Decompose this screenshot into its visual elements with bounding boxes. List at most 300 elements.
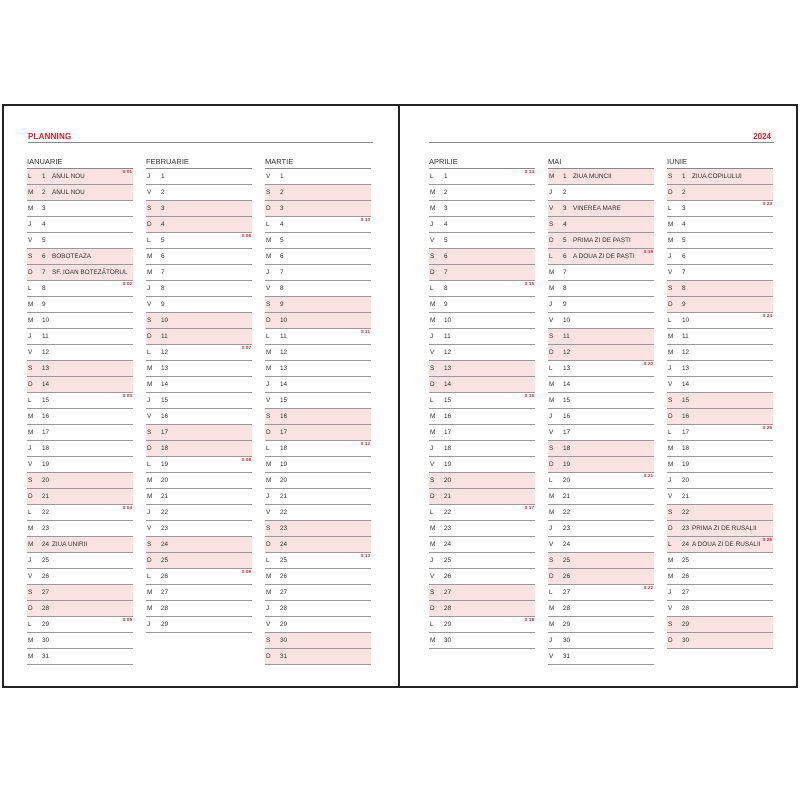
- day-number: 18: [444, 445, 452, 452]
- title-rule: [28, 142, 373, 143]
- day-row: [265, 377, 371, 393]
- day-row: [429, 201, 535, 217]
- weekday-letter: S: [430, 589, 435, 596]
- weekday-letter: D: [28, 269, 33, 276]
- day-row: [429, 537, 535, 553]
- holiday-label: ZIUA MUNCII: [573, 173, 612, 180]
- day-row: [27, 409, 133, 425]
- weekday-letter: J: [147, 397, 151, 404]
- day-row: [548, 409, 654, 425]
- weekday-letter: V: [147, 301, 152, 308]
- day-row: [265, 217, 371, 233]
- weekday-letter: M: [549, 269, 555, 276]
- day-number: 15: [161, 397, 169, 404]
- weekday-letter: M: [147, 381, 153, 388]
- day-number: 30: [42, 637, 50, 644]
- day-row: [548, 249, 654, 265]
- weekday-letter: V: [668, 605, 673, 612]
- weekday-letter: J: [549, 525, 553, 532]
- day-row: [265, 505, 371, 521]
- weekday-letter: M: [430, 525, 436, 532]
- day-number: 26: [563, 573, 571, 580]
- day-row: [667, 537, 773, 553]
- month-column: [146, 155, 252, 633]
- weekday-letter: M: [147, 493, 153, 500]
- day-number: 22: [563, 509, 571, 516]
- day-row: [265, 457, 371, 473]
- day-number: 9: [682, 301, 686, 308]
- weekday-letter: D: [549, 349, 554, 356]
- day-number: 2: [682, 189, 686, 196]
- day-number: 17: [42, 429, 50, 436]
- day-row: [27, 329, 133, 345]
- week-number: S 26: [762, 537, 772, 542]
- day-row: [27, 185, 133, 201]
- day-row: [27, 169, 133, 185]
- day-row: [146, 361, 252, 377]
- weekday-letter: M: [28, 541, 34, 548]
- month-name: IANUARIE: [27, 155, 133, 169]
- day-number: 6: [280, 253, 284, 260]
- day-row: [265, 553, 371, 569]
- day-number: 1: [280, 173, 284, 180]
- weekday-letter: V: [147, 413, 152, 420]
- day-number: 25: [280, 557, 288, 564]
- day-number: 28: [280, 605, 288, 612]
- day-row: [265, 441, 371, 457]
- day-number: 15: [563, 397, 571, 404]
- day-number: 5: [42, 237, 46, 244]
- weekday-letter: J: [668, 365, 672, 372]
- weekday-letter: D: [28, 493, 33, 500]
- weekday-letter: D: [668, 189, 673, 196]
- day-row: [146, 249, 252, 265]
- weekday-letter: D: [430, 269, 435, 276]
- day-number: 13: [682, 365, 690, 372]
- day-row: [548, 633, 654, 649]
- day-row: [27, 297, 133, 313]
- day-number: 29: [563, 621, 571, 628]
- day-number: 17: [444, 429, 452, 436]
- day-number: 28: [42, 605, 50, 612]
- day-row: [667, 473, 773, 489]
- month-column: [265, 155, 371, 665]
- weekday-letter: V: [549, 541, 554, 548]
- week-number: S 11: [360, 329, 370, 334]
- day-row: [27, 361, 133, 377]
- weekday-letter: L: [668, 317, 672, 324]
- holiday-label: PRIMA ZI DE PAȘTI: [573, 237, 631, 244]
- day-row: [429, 265, 535, 281]
- day-row: [548, 585, 654, 601]
- day-number: 7: [444, 269, 448, 276]
- day-row: [429, 601, 535, 617]
- weekday-letter: S: [549, 557, 554, 564]
- day-row: [146, 489, 252, 505]
- day-row: [27, 569, 133, 585]
- weekday-letter: L: [668, 205, 672, 212]
- weekday-letter: M: [668, 573, 674, 580]
- day-row: [27, 377, 133, 393]
- day-number: 4: [161, 221, 165, 228]
- weekday-letter: M: [147, 605, 153, 612]
- weekday-letter: J: [266, 605, 270, 612]
- day-row: [265, 281, 371, 297]
- day-row: [146, 473, 252, 489]
- day-row: [548, 233, 654, 249]
- day-row: [548, 393, 654, 409]
- weekday-letter: V: [430, 573, 435, 580]
- weekday-letter: M: [28, 189, 34, 196]
- day-number: 15: [444, 397, 452, 404]
- day-number: 18: [563, 445, 571, 452]
- day-row: [265, 265, 371, 281]
- day-number: 22: [682, 509, 690, 516]
- day-number: 11: [563, 333, 570, 340]
- weekday-letter: V: [28, 461, 33, 468]
- month-name: MAI: [548, 155, 654, 169]
- day-number: 24: [682, 541, 690, 548]
- day-row: [429, 217, 535, 233]
- day-row: [667, 489, 773, 505]
- day-number: 26: [161, 573, 169, 580]
- day-row: [667, 633, 773, 649]
- day-row: [146, 297, 252, 313]
- day-row: [27, 281, 133, 297]
- day-row: [146, 505, 252, 521]
- day-row: [548, 201, 654, 217]
- day-number: 30: [444, 637, 452, 644]
- day-number: 13: [280, 365, 288, 372]
- day-row: [548, 265, 654, 281]
- day-row: [548, 537, 654, 553]
- week-number: S 16: [524, 393, 534, 398]
- weekday-letter: L: [430, 509, 434, 516]
- day-row: [667, 201, 773, 217]
- weekday-letter: V: [430, 237, 435, 244]
- weekday-letter: M: [147, 589, 153, 596]
- day-row: [667, 393, 773, 409]
- day-row: [265, 425, 371, 441]
- day-row: [27, 489, 133, 505]
- weekday-letter: L: [430, 285, 434, 292]
- weekday-letter: S: [147, 317, 152, 324]
- day-row: [429, 633, 535, 649]
- day-row: [667, 281, 773, 297]
- weekday-letter: S: [430, 365, 435, 372]
- day-row: [146, 425, 252, 441]
- day-number: 21: [444, 493, 452, 500]
- weekday-letter: S: [28, 253, 33, 260]
- weekday-letter: J: [147, 621, 151, 628]
- weekday-letter: J: [430, 445, 434, 452]
- week-number: S 20: [643, 361, 653, 366]
- day-number: 20: [280, 477, 288, 484]
- day-number: 11: [682, 333, 689, 340]
- weekday-letter: M: [668, 557, 674, 564]
- day-number: 23: [444, 525, 452, 532]
- weekday-letter: D: [430, 381, 435, 388]
- day-number: 17: [280, 429, 288, 436]
- month-column: [429, 155, 535, 649]
- weekday-letter: M: [266, 365, 272, 372]
- weekday-letter: S: [28, 589, 33, 596]
- day-number: 3: [280, 205, 284, 212]
- week-number: S 10: [360, 217, 370, 222]
- weekday-letter: M: [549, 509, 555, 516]
- day-number: 6: [161, 253, 165, 260]
- day-number: 23: [42, 525, 50, 532]
- weekday-letter: D: [430, 493, 435, 500]
- weekday-letter: D: [668, 525, 673, 532]
- weekday-letter: M: [549, 493, 555, 500]
- weekday-letter: L: [28, 173, 32, 180]
- month-name: MARTIE: [265, 155, 371, 169]
- day-number: 15: [42, 397, 50, 404]
- holiday-label: BOBOTEAZA: [52, 253, 92, 260]
- weekday-letter: M: [28, 637, 34, 644]
- weekday-letter: S: [147, 541, 152, 548]
- day-row: [429, 169, 535, 185]
- weekday-letter: M: [266, 573, 272, 580]
- day-row: [429, 249, 535, 265]
- day-row: [667, 409, 773, 425]
- day-row: [429, 585, 535, 601]
- day-number: 12: [161, 349, 169, 356]
- holiday-label: VINEREA MARE: [573, 205, 621, 212]
- weekday-letter: S: [668, 397, 673, 404]
- day-row: [27, 649, 133, 665]
- day-row: [27, 601, 133, 617]
- day-row: [548, 361, 654, 377]
- day-row: [265, 409, 371, 425]
- day-row: [429, 473, 535, 489]
- weekday-letter: M: [28, 525, 34, 532]
- day-number: 6: [42, 253, 46, 260]
- weekday-letter: S: [430, 477, 435, 484]
- weekday-letter: V: [28, 237, 33, 244]
- day-row: [548, 569, 654, 585]
- day-number: 31: [42, 653, 50, 660]
- weekday-letter: M: [28, 205, 34, 212]
- weekday-letter: D: [549, 237, 554, 244]
- weekday-letter: M: [430, 317, 436, 324]
- day-number: 29: [444, 621, 452, 628]
- day-row: [265, 345, 371, 361]
- day-number: 1: [161, 173, 165, 180]
- day-number: 25: [563, 557, 571, 564]
- week-number: S 17: [524, 505, 534, 510]
- weekday-letter: M: [147, 253, 153, 260]
- day-row: [27, 441, 133, 457]
- day-number: 20: [444, 477, 452, 484]
- day-row: [27, 201, 133, 217]
- day-row: [667, 457, 773, 473]
- day-row: [146, 377, 252, 393]
- weekday-letter: J: [430, 557, 434, 564]
- day-row: [548, 185, 654, 201]
- weekday-letter: V: [430, 349, 435, 356]
- weekday-letter: J: [549, 413, 553, 420]
- day-row: [429, 409, 535, 425]
- day-number: 4: [42, 221, 46, 228]
- day-row: [548, 313, 654, 329]
- day-number: 3: [444, 205, 448, 212]
- title-rule: [429, 142, 774, 143]
- weekday-letter: M: [549, 621, 555, 628]
- day-row: [265, 633, 371, 649]
- weekday-letter: L: [668, 429, 672, 436]
- day-number: 11: [42, 333, 49, 340]
- day-number: 12: [682, 349, 690, 356]
- day-row: [548, 553, 654, 569]
- day-number: 12: [444, 349, 452, 356]
- day-row: [429, 345, 535, 361]
- weekday-letter: D: [147, 221, 152, 228]
- day-number: 4: [563, 221, 567, 228]
- weekday-letter: L: [668, 541, 672, 548]
- week-number: S 04: [122, 505, 132, 510]
- weekday-letter: L: [28, 509, 32, 516]
- day-number: 28: [444, 605, 452, 612]
- day-number: 11: [161, 333, 168, 340]
- weekday-letter: J: [430, 333, 434, 340]
- holiday-label: SF. IOAN BOTEZĂTORUL: [52, 269, 128, 276]
- weekday-letter: M: [266, 461, 272, 468]
- day-row: [27, 505, 133, 521]
- week-number: S 09: [241, 569, 251, 574]
- day-row: [548, 649, 654, 665]
- day-number: 4: [444, 221, 448, 228]
- holiday-label: ZIUA COPILULUI: [692, 173, 742, 180]
- weekday-letter: M: [430, 413, 436, 420]
- week-number: S 12: [360, 441, 370, 446]
- weekday-letter: S: [266, 301, 271, 308]
- month-name: APRILIE: [429, 155, 535, 169]
- weekday-letter: M: [668, 349, 674, 356]
- day-number: 29: [280, 621, 288, 628]
- weekday-letter: M: [28, 301, 34, 308]
- weekday-letter: D: [266, 429, 271, 436]
- week-number: S 19: [643, 249, 653, 254]
- day-number: 15: [280, 397, 288, 404]
- day-number: 21: [161, 493, 169, 500]
- day-row: [27, 233, 133, 249]
- day-number: 23: [280, 525, 288, 532]
- weekday-letter: L: [549, 589, 553, 596]
- weekday-letter: J: [28, 445, 32, 452]
- week-number: S 18: [524, 617, 534, 622]
- day-number: 19: [280, 461, 288, 468]
- day-row: [429, 233, 535, 249]
- weekday-letter: D: [28, 381, 33, 388]
- day-number: 19: [682, 461, 690, 468]
- day-row: [667, 233, 773, 249]
- week-number: S 24: [762, 313, 772, 318]
- day-row: [265, 521, 371, 537]
- day-number: 30: [280, 637, 288, 644]
- day-number: 28: [682, 605, 690, 612]
- day-row: [667, 329, 773, 345]
- day-row: [146, 393, 252, 409]
- day-row: [667, 313, 773, 329]
- weekday-letter: J: [549, 301, 553, 308]
- day-row: [265, 361, 371, 377]
- day-row: [265, 249, 371, 265]
- day-row: [548, 377, 654, 393]
- day-number: 29: [42, 621, 50, 628]
- day-number: 14: [682, 381, 690, 388]
- weekday-letter: V: [430, 461, 435, 468]
- day-number: 22: [161, 509, 169, 516]
- day-row: [667, 441, 773, 457]
- day-number: 9: [563, 301, 567, 308]
- weekday-letter: M: [430, 189, 436, 196]
- day-row: [548, 169, 654, 185]
- weekday-letter: M: [668, 461, 674, 468]
- day-number: 1: [42, 173, 46, 180]
- weekday-letter: M: [549, 381, 555, 388]
- weekday-letter: M: [147, 269, 153, 276]
- day-number: 21: [563, 493, 571, 500]
- day-number: 24: [563, 541, 571, 548]
- day-number: 24: [42, 541, 50, 548]
- week-number: S 15: [524, 281, 534, 286]
- weekday-letter: M: [28, 413, 34, 420]
- day-row: [146, 281, 252, 297]
- day-number: 2: [280, 189, 284, 196]
- week-number: S 03: [122, 393, 132, 398]
- day-number: 26: [42, 573, 50, 580]
- day-row: [429, 425, 535, 441]
- weekday-letter: S: [28, 477, 33, 484]
- weekday-letter: L: [147, 349, 151, 356]
- day-row: [429, 361, 535, 377]
- weekday-letter: V: [668, 493, 673, 500]
- day-number: 14: [161, 381, 169, 388]
- day-number: 17: [682, 429, 690, 436]
- day-row: [265, 601, 371, 617]
- weekday-letter: S: [266, 637, 271, 644]
- day-row: [667, 553, 773, 569]
- weekday-letter: M: [549, 285, 555, 292]
- week-number: S 14: [524, 169, 534, 174]
- day-number: 27: [42, 589, 50, 596]
- day-number: 23: [563, 525, 571, 532]
- day-row: [667, 345, 773, 361]
- weekday-letter: D: [266, 205, 271, 212]
- weekday-letter: J: [147, 285, 151, 292]
- day-row: [27, 265, 133, 281]
- weekday-letter: J: [28, 221, 32, 228]
- day-row: [27, 617, 133, 633]
- day-row: [146, 409, 252, 425]
- weekday-letter: D: [147, 445, 152, 452]
- day-row: [429, 505, 535, 521]
- day-row: [429, 457, 535, 473]
- day-row: [265, 169, 371, 185]
- day-row: [265, 185, 371, 201]
- day-row: [429, 297, 535, 313]
- day-row: [27, 249, 133, 265]
- day-number: 3: [682, 205, 686, 212]
- weekday-letter: M: [147, 365, 153, 372]
- month-column: [548, 155, 654, 665]
- weekday-letter: J: [28, 333, 32, 340]
- day-number: 25: [161, 557, 169, 564]
- week-number: S 21: [643, 473, 653, 478]
- weekday-letter: D: [549, 461, 554, 468]
